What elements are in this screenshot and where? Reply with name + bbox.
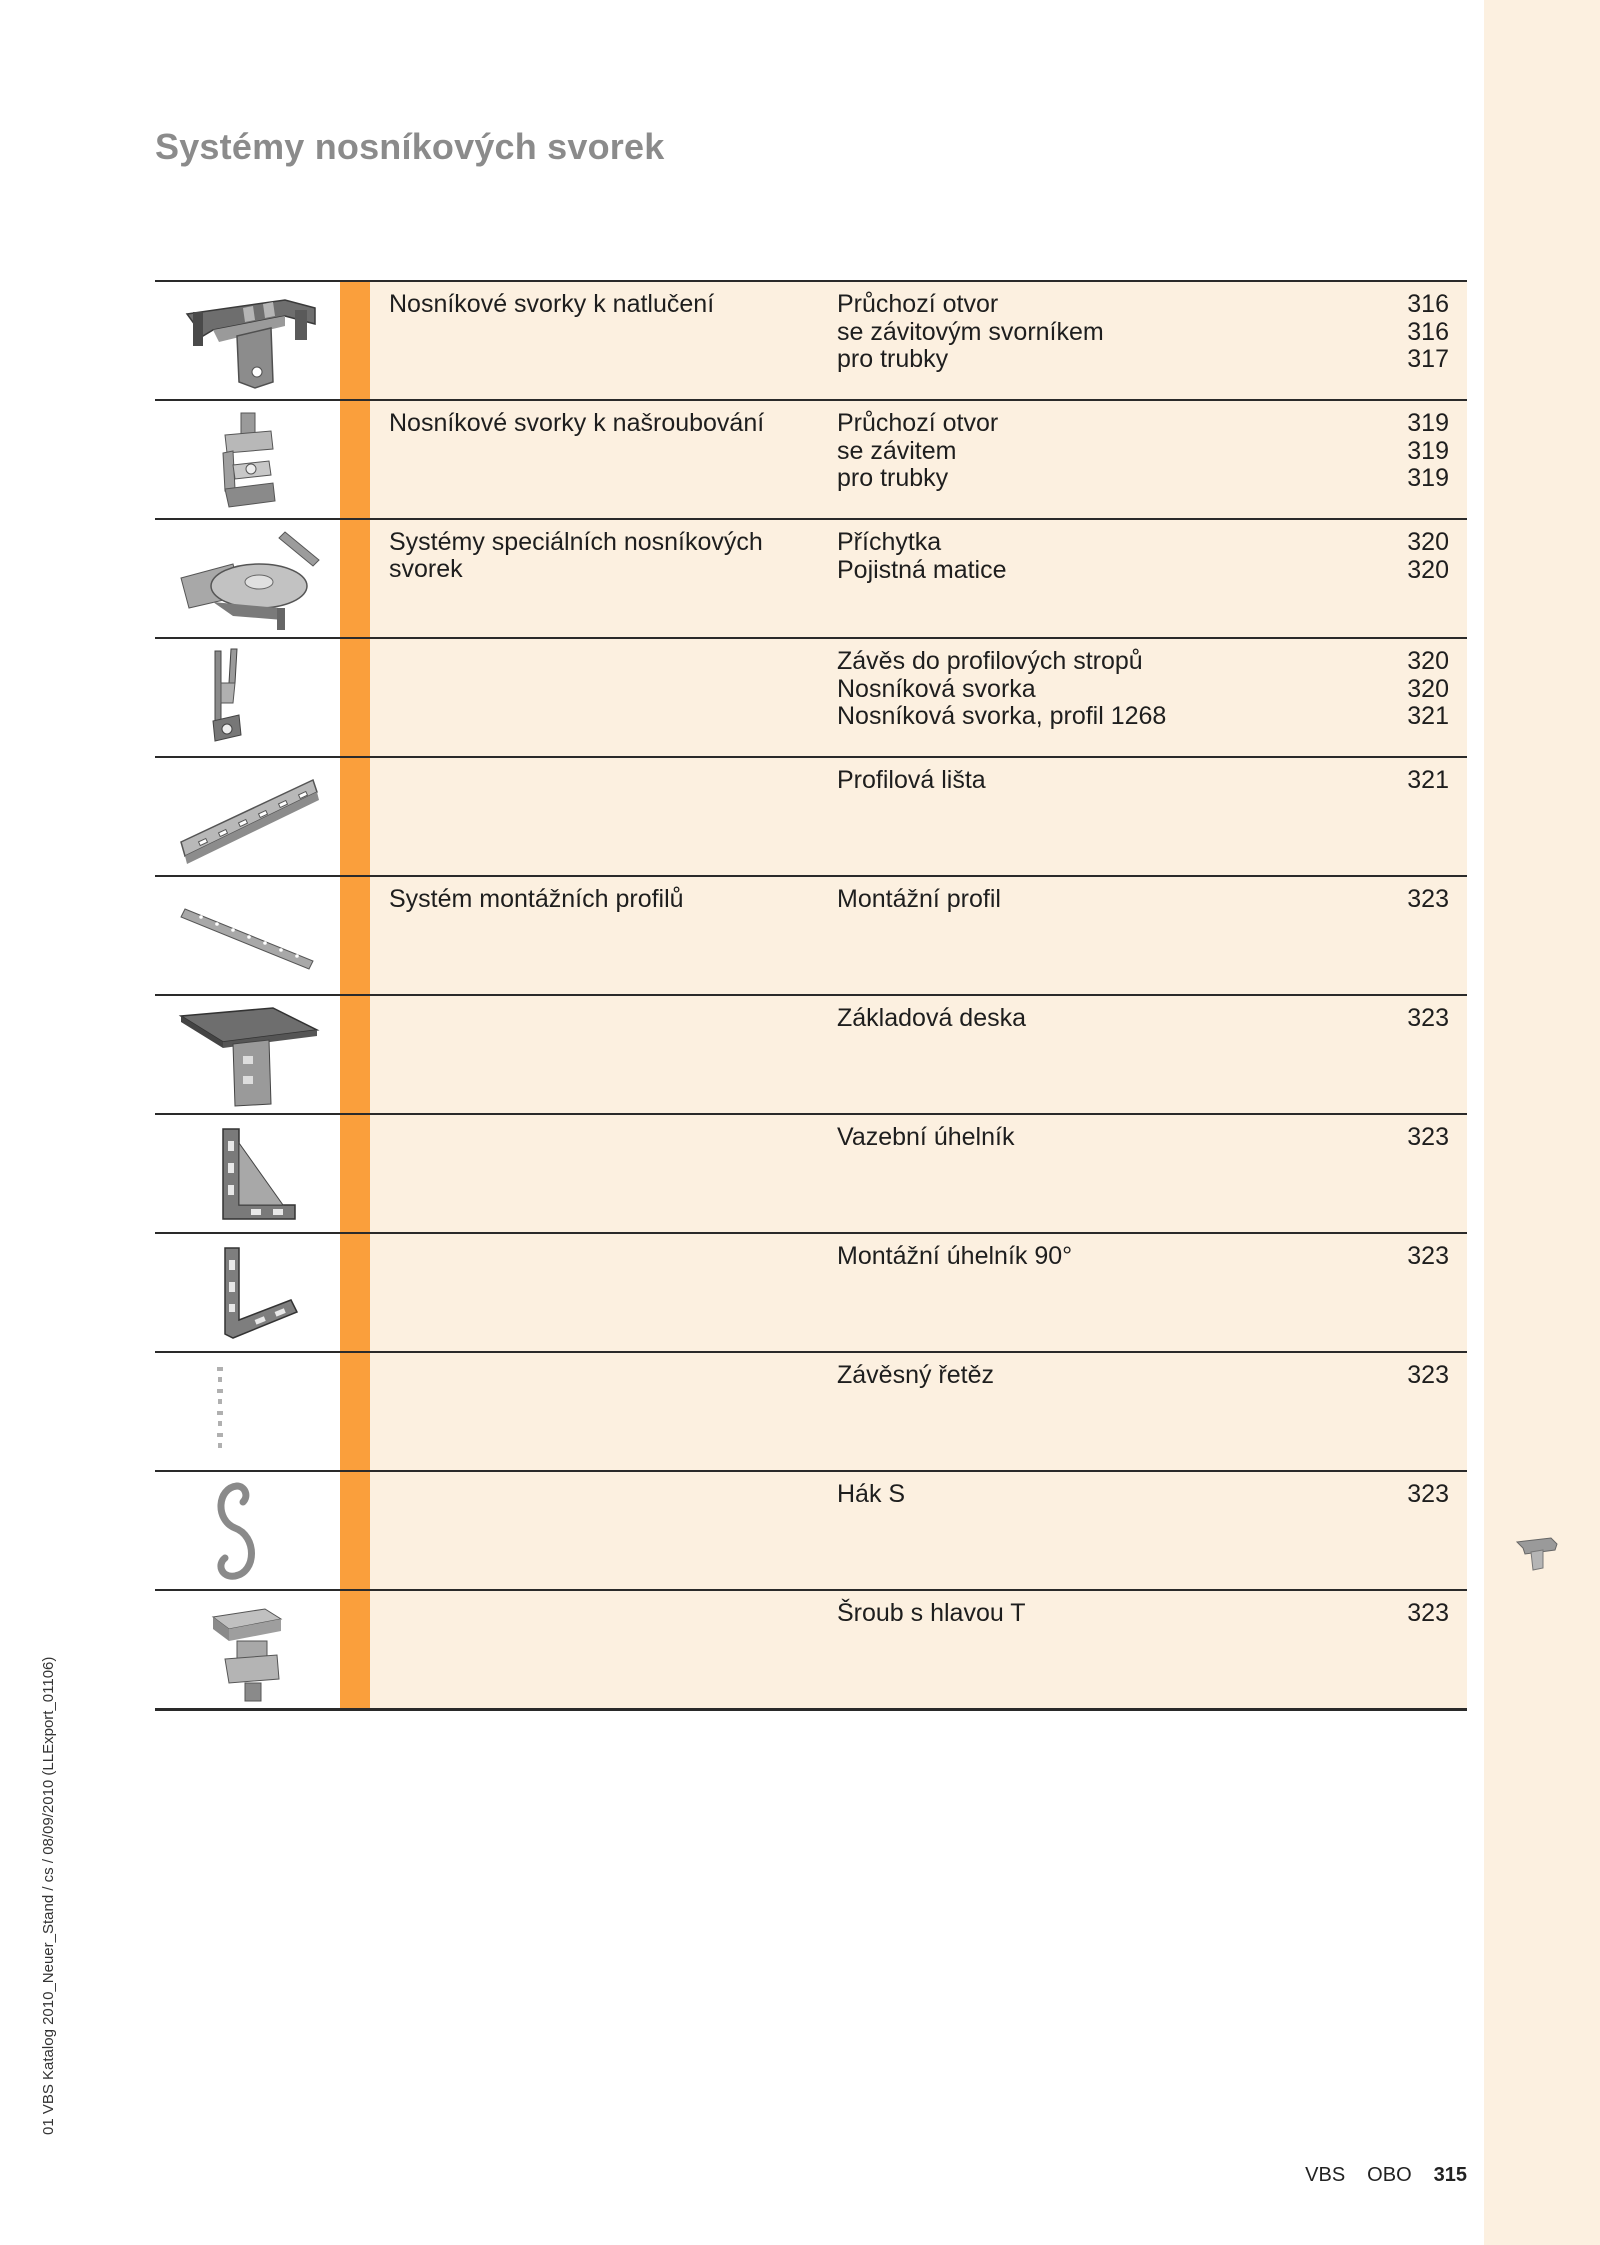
connecting-bracket-icon <box>155 1115 340 1232</box>
entry-page: 323 <box>1407 1361 1449 1389</box>
entry-label: Příchytka <box>837 528 942 556</box>
entry-label: se závitem <box>837 436 957 465</box>
orange-accent-bar <box>340 639 370 756</box>
entry-label: Průchozí otvor <box>837 409 999 437</box>
orange-accent-bar <box>340 877 370 994</box>
entry-list <box>837 1124 1449 1152</box>
angle-bracket-90-icon <box>155 1234 340 1351</box>
entry-list <box>837 767 1449 795</box>
orange-accent-bar <box>340 1234 370 1351</box>
toc-entry[interactable] <box>837 676 1449 704</box>
toc-entry[interactable] <box>837 1243 1449 1271</box>
entry-label: Pojistná matice <box>837 555 1007 584</box>
orange-accent-bar <box>340 1591 370 1708</box>
entry-page: 319 <box>1407 464 1449 492</box>
entry-list <box>837 886 1449 914</box>
toc-entry[interactable] <box>837 886 1449 914</box>
toc-entry[interactable] <box>837 410 1449 438</box>
entry-label: Nosníková svorka <box>837 674 1036 703</box>
toc-row <box>155 282 1467 401</box>
hammer-on-beam-clamp-icon <box>155 282 340 399</box>
toc-row <box>155 1115 1467 1234</box>
entry-page: 320 <box>1407 528 1449 556</box>
toc-entry[interactable] <box>837 1362 1449 1390</box>
entry-label: Vazební úhelník <box>837 1123 1015 1151</box>
toc-entry[interactable] <box>837 319 1449 347</box>
entry-label: Montážní úhelník 90° <box>837 1242 1073 1270</box>
toc-entry[interactable] <box>837 438 1449 466</box>
group-label: Systém montážních profilů <box>389 885 684 913</box>
toc-entry[interactable] <box>837 648 1449 676</box>
group-label: Nosníkové svorky k našroubování <box>389 409 765 437</box>
entry-page: 321 <box>1407 702 1449 730</box>
beam-clamp-tab-icon[interactable] <box>1515 1536 1559 1577</box>
orange-accent-bar <box>340 1472 370 1589</box>
entry-label: se závitovým svorníkem <box>837 317 1104 346</box>
table-of-contents <box>155 280 1467 1711</box>
entry-label: Základová deska <box>837 1004 1027 1032</box>
entry-list <box>837 648 1449 731</box>
footer-section: VBS <box>1305 2164 1346 2186</box>
toc-row <box>155 1353 1467 1472</box>
entry-list <box>837 410 1449 493</box>
entry-list <box>837 529 1449 584</box>
base-plate-icon <box>155 996 340 1113</box>
group-label: Systémy speciálních nosníkových svorek <box>389 528 763 583</box>
entry-page: 316 <box>1407 317 1449 346</box>
orange-accent-bar <box>340 996 370 1113</box>
entry-list <box>837 291 1449 374</box>
toc-entry[interactable] <box>837 1005 1449 1033</box>
footer-brand: OBO <box>1367 2164 1412 2186</box>
suspension-chain-icon <box>155 1353 340 1470</box>
page-number: 315 <box>1433 2164 1467 2186</box>
screw-on-beam-clamp-icon <box>155 401 340 518</box>
mounting-profile-icon <box>155 877 340 994</box>
entry-list <box>837 1005 1449 1033</box>
entry-page: 323 <box>1407 885 1449 913</box>
side-strip <box>1484 0 1600 2245</box>
entry-label: Hák S <box>837 1480 906 1508</box>
entry-label: Šroub s hlavou T <box>837 1599 1026 1627</box>
orange-accent-bar <box>340 1115 370 1232</box>
orange-accent-bar <box>340 282 370 399</box>
toc-row <box>155 996 1467 1115</box>
entry-page: 320 <box>1407 555 1449 584</box>
entry-page: 323 <box>1407 1123 1449 1151</box>
s-hook-icon <box>155 1472 340 1589</box>
entry-page: 323 <box>1407 1480 1449 1508</box>
toc-row <box>155 1591 1467 1711</box>
entry-label: Profilová lišta <box>837 766 986 794</box>
toc-entry[interactable] <box>837 1124 1449 1152</box>
t-head-bolt-icon <box>155 1591 340 1708</box>
toc-row <box>155 877 1467 996</box>
entry-label: pro trubky <box>837 345 949 373</box>
entry-list <box>837 1600 1449 1628</box>
toc-entry[interactable] <box>837 767 1449 795</box>
entry-page: 319 <box>1407 436 1449 465</box>
entry-page: 323 <box>1407 1004 1449 1032</box>
entry-list <box>837 1481 1449 1509</box>
entry-page: 321 <box>1407 766 1449 794</box>
entry-label: Závěs do profilových stropů <box>837 647 1143 675</box>
toc-entry[interactable] <box>837 529 1449 557</box>
entry-page: 320 <box>1407 674 1449 703</box>
entry-label: Průchozí otvor <box>837 290 999 318</box>
toc-entry[interactable] <box>837 346 1449 374</box>
profile-rail-icon <box>155 758 340 875</box>
entry-page: 323 <box>1407 1242 1449 1270</box>
toc-row <box>155 758 1467 877</box>
page-title: Systémy nosníkových svorek <box>155 126 665 167</box>
entry-page: 320 <box>1407 647 1449 675</box>
orange-accent-bar <box>340 520 370 637</box>
entry-list <box>837 1243 1449 1271</box>
toc-entry[interactable] <box>837 465 1449 493</box>
entry-page: 323 <box>1407 1599 1449 1627</box>
toc-row <box>155 639 1467 758</box>
entry-label: Montážní profil <box>837 885 1001 913</box>
entry-page: 317 <box>1407 345 1449 373</box>
toc-row <box>155 1472 1467 1591</box>
entry-list <box>837 1362 1449 1390</box>
toc-entry[interactable] <box>837 1600 1449 1628</box>
toc-row <box>155 401 1467 520</box>
toc-entry[interactable] <box>837 557 1449 585</box>
group-label: Nosníkové svorky k natlučení <box>389 290 715 318</box>
entry-label: Nosníková svorka, profil 1268 <box>837 702 1167 730</box>
entry-label: pro trubky <box>837 464 949 492</box>
orange-accent-bar <box>340 401 370 518</box>
entry-page: 319 <box>1407 409 1449 437</box>
orange-accent-bar <box>340 1353 370 1470</box>
toc-entry[interactable] <box>837 703 1449 731</box>
entry-page: 316 <box>1407 290 1449 318</box>
catalog-export-note: 01 VBS Katalog 2010_Neuer_Stand / cs / 08/09/2010 (LLExport_01106) <box>40 1656 57 2135</box>
toc-entry[interactable] <box>837 1481 1449 1509</box>
toc-entry[interactable] <box>837 291 1449 319</box>
page-footer <box>1305 2164 1467 2187</box>
toc-row <box>155 520 1467 639</box>
toc-row <box>155 1234 1467 1353</box>
special-beam-clamp-icon <box>155 520 340 637</box>
profile-ceiling-hanger-icon <box>155 639 340 756</box>
orange-accent-bar <box>340 758 370 875</box>
entry-label: Závěsný řetěz <box>837 1361 995 1389</box>
